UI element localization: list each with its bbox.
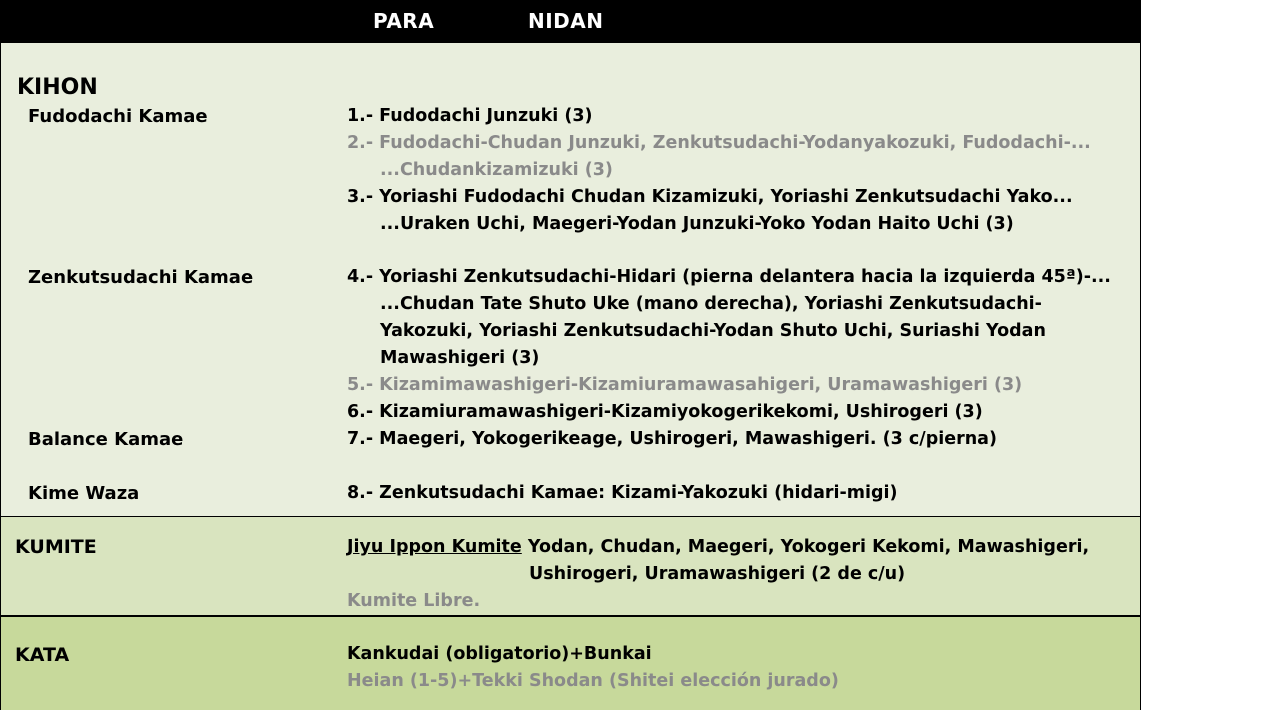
kumite-line-1: [347, 537, 1089, 557]
kihon-line-8: 8.- Zenkutsudachi Kamae: Kizami-Yakozuki (hidari-migi): [347, 483, 898, 503]
kihon-line-1: 1.- Fudodachi Junzuki (3): [347, 106, 593, 126]
kihon-line-4a: 4.- Yoriashi Zenkutsudachi-Hidari (pierna delantera hacia la izquierda 45ª)-...: [347, 267, 1111, 287]
kihon-title: KIHON: [17, 75, 98, 100]
kumite-line-2: Ushirogeri, Uramawashigeri (2 de c/u): [529, 564, 906, 584]
kumite-text-1: Yodan, Chudan, Maegeri, Yokogeri Kekomi, Mawashigeri,: [527, 537, 1090, 557]
kihon-section: [0, 43, 1141, 518]
kumite-line-3: Kumite Libre.: [347, 591, 481, 611]
kata-section: [0, 617, 1141, 710]
kihon-line-5: 5.- Kizamimawashigeri-Kizamiuramawasahigeri, Uramawashigeri (3): [347, 375, 1023, 395]
kata-title: KATA: [15, 644, 70, 666]
kihon-line-4c: Yakozuki, Yoriashi Zenkutsudachi-Yodan Shuto Uchi, Suriashi Yodan: [380, 321, 1046, 341]
jiyu-ippon-kumite-link[interactable]: Jiyu Ippon Kumite: [347, 537, 522, 557]
group-kime-waza: Kime Waza: [28, 483, 140, 504]
kumite-title: KUMITE: [15, 536, 97, 558]
header-nidan: NIDAN: [528, 9, 604, 33]
kumite-section: [0, 517, 1141, 617]
kata-line-2: Heian (1-5)+Tekki Shodan (Shitei elección jurado): [347, 671, 839, 691]
kihon-line-3b: ...Uraken Uchi, Maegeri-Yodan Junzuki-Yoko Yodan Haito Uchi (3): [380, 214, 1014, 234]
group-fudodachi-kamae: Fudodachi Kamae: [28, 106, 208, 127]
kihon-line-3a: 3.- Yoriashi Fudodachi Chudan Kizamizuki, Yoriashi Zenkutsudachi Yako...: [347, 187, 1073, 207]
kihon-line-4b: ...Chudan Tate Shuto Uke (mano derecha), Yoriashi Zenkutsudachi-: [380, 294, 1042, 314]
kihon-line-7: 7.- Maegeri, Yokogerikeage, Ushirogeri, Mawashigeri. (3 c/pierna): [347, 429, 997, 449]
group-balance-kamae: Balance Kamae: [28, 429, 184, 450]
kihon-line-2a: 2.- Fudodachi-Chudan Junzuki, Zenkutsudachi-Yodanyakozuki, Fudodachi-...: [347, 133, 1091, 153]
header-para: PARA: [373, 9, 435, 33]
header-bar: [0, 0, 1141, 43]
kihon-line-6: 6.- Kizamiuramawashigeri-Kizamiyokogerikekomi, Ushirogeri (3): [347, 402, 983, 422]
kihon-line-4d: Mawashigeri (3): [380, 348, 540, 368]
kata-line-1: Kankudai (obligatorio)+Bunkai: [347, 644, 652, 664]
kihon-line-2b: ...Chudankizamizuki (3): [380, 160, 613, 180]
group-zenkutsudachi-kamae: Zenkutsudachi Kamae: [28, 267, 254, 288]
